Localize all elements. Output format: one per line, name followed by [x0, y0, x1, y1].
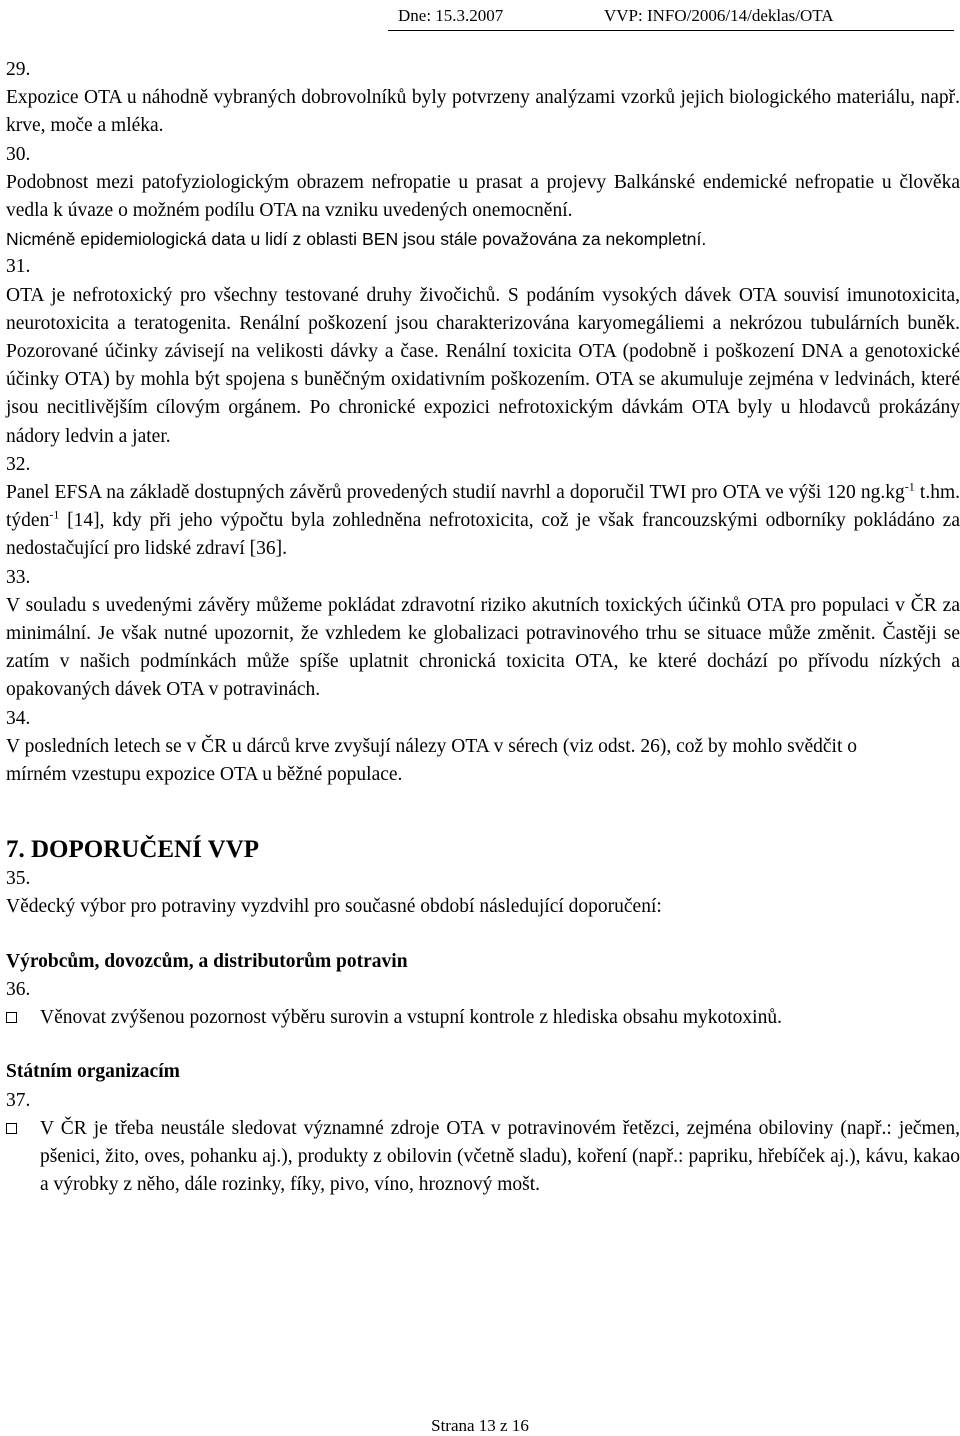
section-heading-7: 7. DOPORUČENÍ VVP [6, 836, 260, 864]
header-date: Dne: 15.3.2007 [398, 6, 504, 25]
paragraph-number-35: 35. [6, 868, 31, 890]
superscript-2: -1 [49, 507, 60, 522]
paragraph-30b: Nicméně epidemiologická data u lidí z oblasti BEN jsou stále považována za nekompletní. [6, 229, 707, 250]
paragraph-30a: Podobnost mezi patofyziologickým obrazem nefropatie u prasat a projevy Balkánské endemické nefropatie u člověka vedla k úvaze o možném podílu OTA na vzniku uvedených onemocnění. [6, 171, 960, 222]
paragraph-33: V souladu s uvedenými závěry můžeme pokládat zdravotní riziko akutních toxických účinků OTA pro populaci v ČR za minimální. Je však nutné upozornit, že vzhledem ke globalizaci potravinového trhu se situace může změnit. Častěji se zatím v našich podmínkách může spíše uplatnit chronická toxicita OTA, ke které dochází po přívodu nízkých a opakovaných dávek OTA v potravinách. [6, 594, 960, 701]
paragraph-32 [6, 479, 960, 564]
paragraph-number-30: 30. [6, 143, 31, 165]
paragraph-number-37: 37. [6, 1089, 31, 1111]
paragraph-29: Expozice OTA u náhodně vybraných dobrovolníků byly potvrzeny analýzami vzorků jejich biologického materiálu, např. krve, moče a mléka. [6, 87, 960, 137]
paragraph-number-34: 34. [6, 707, 31, 729]
paragraph-35: Vědecký výbor pro potraviny vyzdvihl pro současné období následující doporučení: [6, 896, 662, 918]
paragraph-32-post: [14], kdy při jeho výpočtu byla zohledněna nefrotoxicita, což je však francouzskými odborníky pokládáno za nedostačující pro lidské zdraví [36]. [6, 510, 960, 560]
page-header [388, 4, 954, 31]
subheading-producers: Výrobcům, dovozcům, a distributorům potravin [6, 950, 408, 972]
paragraph-31: OTA je nefrotoxický pro všechny testované druhy živočichů. S podáním vysokých dávek OTA souvisí imunotoxicita, neurotoxicita a teratogenita. Renální poškození jsou charakterizována karyomegáliemi a nekrózou tubulárních buněk. Pozorované účinky závisejí na velikosti dávky a čase. Renální toxicita OTA (podobně i poškození DNA a genotoxické účinky OTA) by mohla být spojena s buněčným oxidativním poškozením. OTA se akumuluje zejména v ledvinách, které jsou necitlivějším cílovým orgánem. Po chronické expozici nefrotoxickým dávkám OTA byly u hlodavců prokázány nádory ledvin a jater. [6, 284, 960, 447]
paragraph-number-36: 36. [6, 978, 31, 1000]
paragraph-34: V posledních letech se v ČR u dárců krve zvyšují nálezy OTA v sérech (viz odst. 26), což by mohlo svědčit o mírném vzestupu expozice OTA u běžné populace. [6, 735, 857, 786]
paragraph-32-pre: Panel EFSA na základě dostupných závěrů provedených studií navrhl a doporučil TWI pro OTA ve výši 120 ng.kg [6, 482, 905, 504]
paragraph-number-29: 29. [6, 59, 31, 80]
checkbox-bullet-icon [6, 1012, 17, 1023]
checkbox-bullet-icon [6, 1123, 17, 1134]
superscript-1: -1 [904, 479, 915, 494]
paragraph-number-31: 31. [6, 256, 31, 278]
recommendation-36-text: Věnovat zvýšenou pozornost výběru surovin a vstupní kontrole z hlediska obsahu mykotoxinů. [40, 1007, 782, 1029]
document-body [6, 56, 960, 1199]
subheading-state-organizations: Státním organizacím [6, 1061, 180, 1083]
recommendation-item [6, 1115, 960, 1200]
paragraph-32-mid: t.hm. týden [6, 482, 960, 532]
paragraph-number-32: 32. [6, 453, 31, 475]
page-footer: Strana 13 z 16 [431, 1416, 529, 1435]
header-reference: VVP: INFO/2006/14/deklas/OTA [604, 6, 834, 25]
recommendation-item [6, 1004, 960, 1032]
recommendation-37-text: V ČR je třeba neustále sledovat významné zdroje OTA v potravinovém řetězci, zejména obiloviny (např.: ječmen, pšenici, žito, oves, pohanku aj.), produkty z obilovin (včetně sladu), koření (např.: papriku, hřebíček aj.), kávu, kakao a výrobky z něho, dále rozinky, fíky, pivo, víno, hroznový mošt. [40, 1117, 960, 1196]
paragraph-number-33: 33. [6, 566, 31, 588]
